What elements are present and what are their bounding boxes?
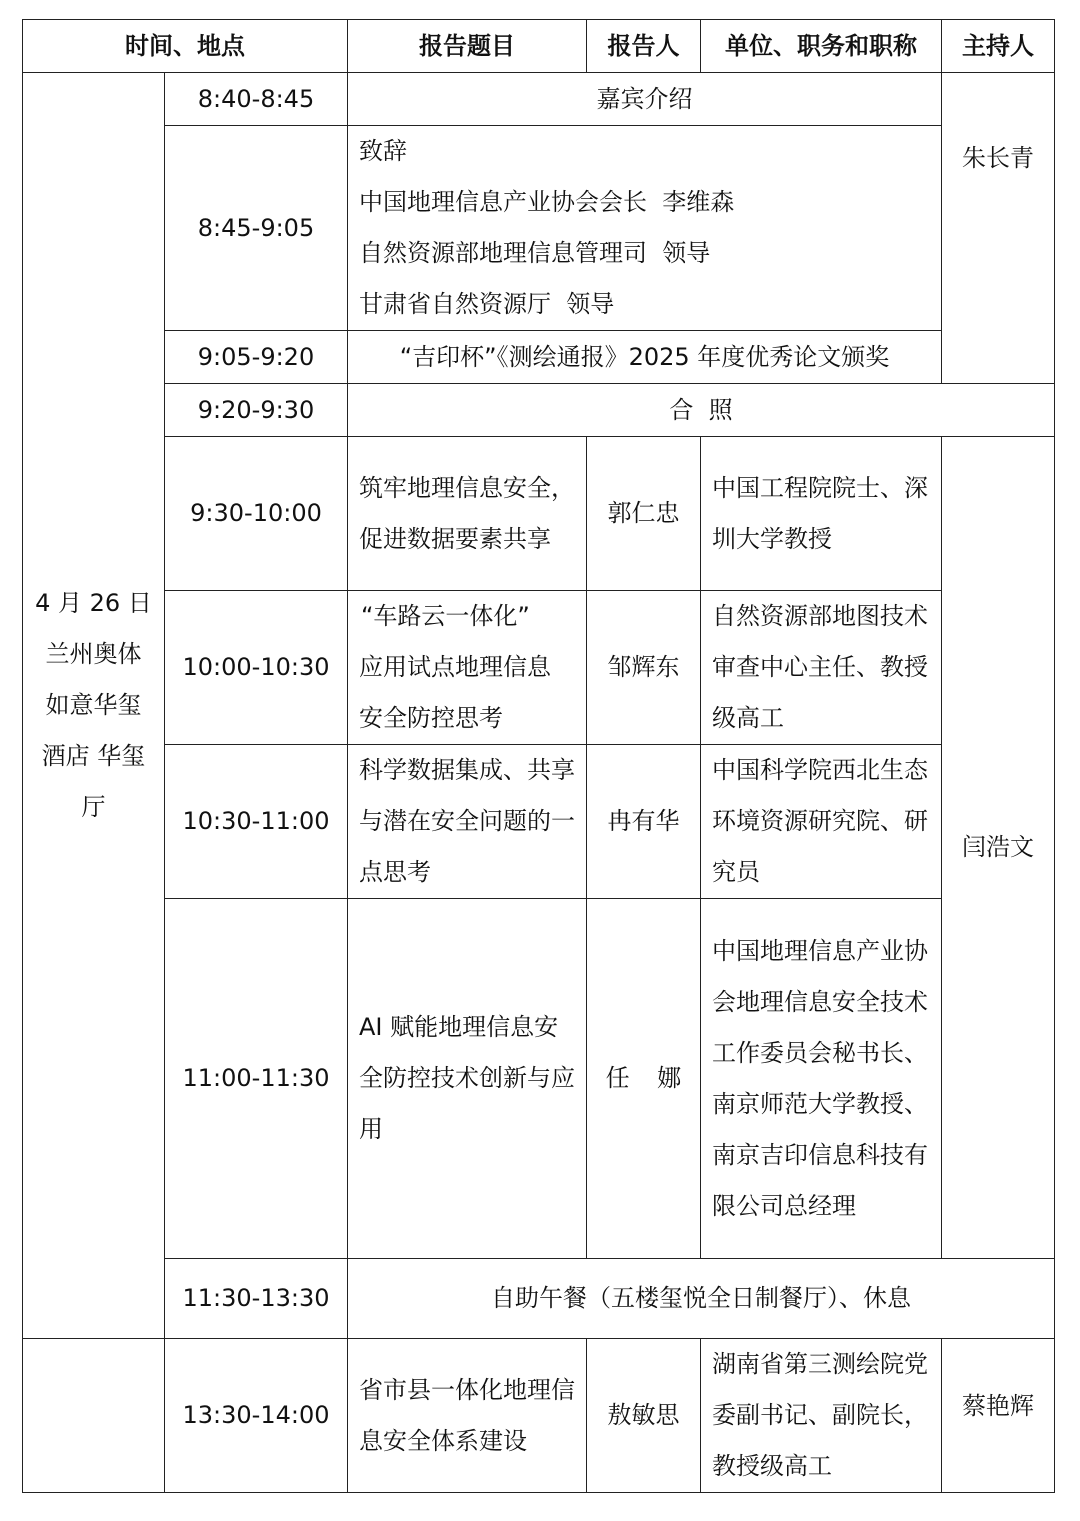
location-cell bbox=[23, 73, 165, 1339]
time-cell: 9:30-10:00 bbox=[165, 437, 348, 591]
speech-line: 中国地理信息产业协会会长 李维森 bbox=[359, 188, 735, 216]
topic-cell bbox=[348, 591, 587, 745]
header-host: 主持人 bbox=[942, 20, 1055, 73]
session-content: 自助午餐（五楼玺悦全日制餐厅）、休息 bbox=[348, 1259, 1055, 1339]
header-time-place: 时间、地点 bbox=[23, 20, 348, 73]
time-cell: 13:30-14:00 bbox=[165, 1339, 348, 1493]
table-row bbox=[23, 73, 1055, 126]
affiliation-cell: 自然资源部地图技术审查中心主任、教授级高工 bbox=[701, 591, 942, 745]
topic-line: 安全防控思考 bbox=[359, 704, 503, 732]
table-row bbox=[23, 331, 1055, 384]
topic-cell: 筑牢地理信息安全，促进数据要素共享 bbox=[348, 437, 587, 591]
time-cell: 9:05-9:20 bbox=[165, 331, 348, 384]
header-affiliation: 单位、职务和职称 bbox=[701, 20, 942, 73]
affiliation-cell: 中国工程院院士、深圳大学教授 bbox=[701, 437, 942, 591]
table-row bbox=[23, 899, 1055, 1259]
location-line: 兰州奥体 bbox=[45, 640, 142, 668]
table-row bbox=[23, 384, 1055, 437]
table-row bbox=[23, 126, 1055, 331]
time-cell: 10:30-11:00 bbox=[165, 745, 348, 899]
topic-line: “车路云一体化” bbox=[361, 602, 530, 630]
topic-cell: 科学数据集成、共享与潜在安全问题的一点思考 bbox=[348, 745, 587, 899]
location-line: 4 月 26 日 bbox=[35, 589, 152, 617]
affiliation-cell: 湖南省第三测绘院党委副书记、副院长，教授级高工 bbox=[701, 1339, 942, 1493]
table-row bbox=[23, 1339, 1055, 1493]
session-content: 合 照 bbox=[348, 384, 1055, 437]
location-line: 酒店 华玺 bbox=[41, 742, 146, 770]
speech-line: 致辞 bbox=[359, 137, 407, 165]
host-cell: 闫浩文 bbox=[942, 437, 1055, 1259]
time-cell: 10:00-10:30 bbox=[165, 591, 348, 745]
header-topic: 报告题目 bbox=[348, 20, 587, 73]
agenda-table bbox=[22, 19, 1055, 1493]
table-row bbox=[23, 591, 1055, 745]
session-content: “吉印杯”《测绘通报》2025 年度优秀论文颁奖 bbox=[348, 331, 942, 384]
table-row bbox=[23, 1259, 1055, 1339]
topic-cell: 省市县一体化地理信息安全体系建设 bbox=[348, 1339, 587, 1493]
location-cell-cont bbox=[23, 1339, 165, 1493]
speech-line: 甘肃省自然资源厅 领导 bbox=[359, 290, 615, 318]
speaker-cell: 邹辉东 bbox=[587, 591, 701, 745]
speech-line: 自然资源部地理信息管理司 领导 bbox=[359, 239, 711, 267]
host-cell: 朱长青 bbox=[942, 73, 1055, 384]
affiliation-cell: 中国地理信息产业协会地理信息安全技术工作委员会秘书长、南京师范大学教授、南京吉印信息科技有限公司总经理 bbox=[701, 899, 942, 1259]
table-row bbox=[23, 745, 1055, 899]
location-line: 如意华玺 bbox=[45, 691, 142, 719]
session-content: 嘉宾介绍 bbox=[348, 73, 942, 126]
time-cell: 11:30-13:30 bbox=[165, 1259, 348, 1339]
speaker-cell: 任 娜 bbox=[587, 899, 701, 1259]
time-cell: 8:45-9:05 bbox=[165, 126, 348, 331]
time-cell: 11:00-11:30 bbox=[165, 899, 348, 1259]
speaker-cell: 敖敏思 bbox=[587, 1339, 701, 1493]
location-line: 厅 bbox=[81, 793, 106, 821]
speaker-cell: 郭仁忠 bbox=[587, 437, 701, 591]
welcome-speech-cell bbox=[348, 126, 942, 331]
time-cell: 8:40-8:45 bbox=[165, 73, 348, 126]
topic-line: 应用试点地理信息 bbox=[359, 653, 551, 681]
header-speaker: 报告人 bbox=[587, 20, 701, 73]
header-row bbox=[23, 20, 1055, 73]
table-row bbox=[23, 437, 1055, 591]
time-cell: 9:20-9:30 bbox=[165, 384, 348, 437]
speaker-cell: 冉有华 bbox=[587, 745, 701, 899]
affiliation-cell: 中国科学院西北生态环境资源研究院、研究员 bbox=[701, 745, 942, 899]
host-cell: 蔡艳辉 bbox=[942, 1339, 1055, 1493]
topic-cell: AI 赋能地理信息安全防控技术创新与应用 bbox=[348, 899, 587, 1259]
